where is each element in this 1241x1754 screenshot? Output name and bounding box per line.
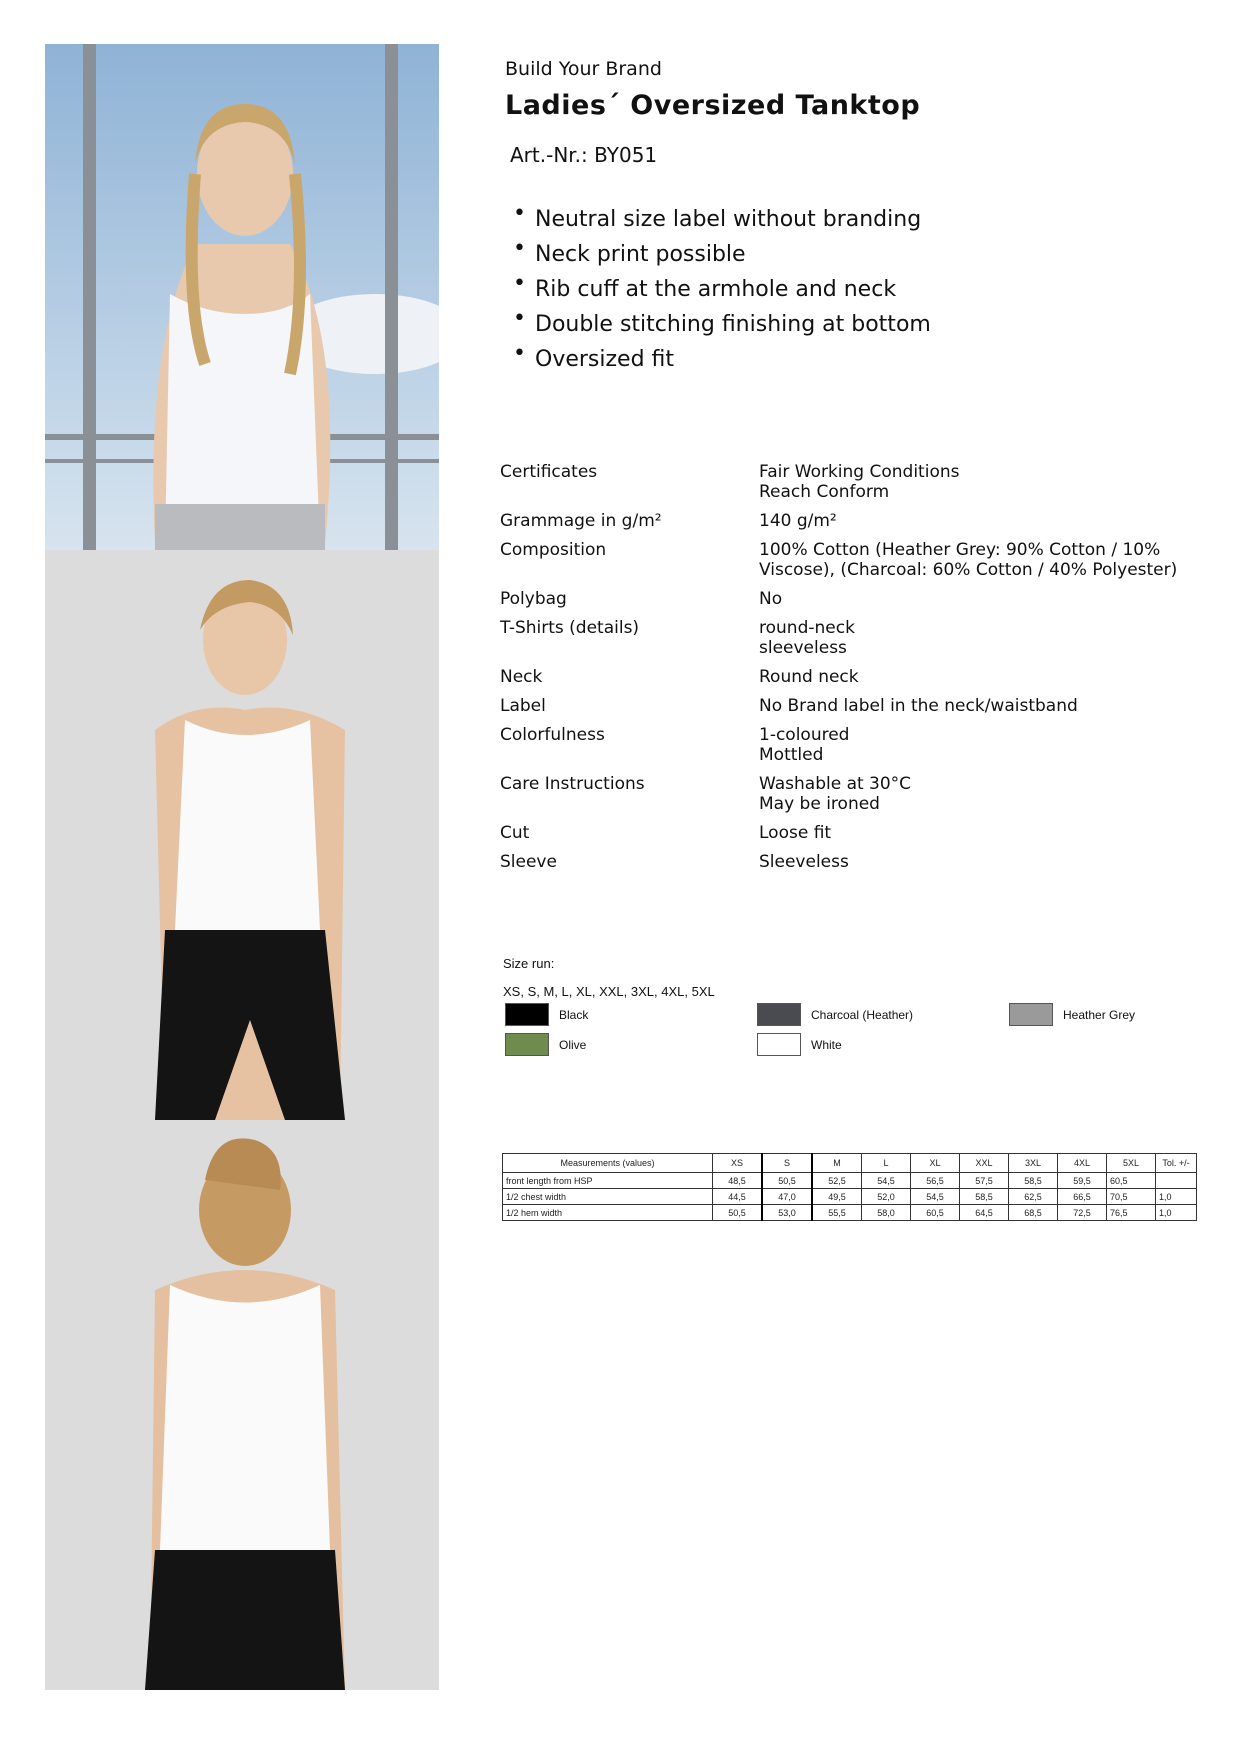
feature-item: • Oversized fit [510,345,931,380]
spec-value-line: Round neck [759,667,859,687]
spec-value-line: Viscose), (Charcoal: 60% Cotton / 40% Polyester) [759,560,1178,580]
spec-label: Care Instructions [500,774,645,794]
measurements-header-row [503,1154,1197,1173]
size-run-sizes: XS, S, M, L, XL, XXL, 3XL, 4XL, 5XL [503,984,715,999]
color-swatch-box [757,1003,801,1026]
measurement-value: 52,0 [862,1189,911,1205]
measurement-value: 55,5 [812,1205,862,1221]
spec-value-line: Washable at 30°C [759,774,912,794]
measurement-tolerance: 1,0 [1156,1205,1197,1221]
spec-row-tshirt-details [500,618,1220,658]
measurement-value: 58,5 [960,1189,1009,1205]
size-run-label: Size run: [503,956,555,971]
color-swatch-charcoal [757,1003,913,1026]
measurement-value: 72,5 [1058,1205,1107,1221]
measurement-value: 48,5 [713,1173,763,1189]
spec-value [759,618,1220,658]
product-photo-back-studio [45,1120,439,1690]
measurement-value: 44,5 [713,1189,763,1205]
color-swatch-box [757,1033,801,1056]
spec-value-line: 140 g/m² [759,511,837,531]
product-title: Ladies´ Oversized Tanktop [505,90,921,121]
measurement-label: 1/2 hem width [503,1205,713,1221]
spec-value-line: No Brand label in the neck/waistband [759,696,1078,716]
measurement-tolerance: 1,0 [1156,1189,1197,1205]
measurement-value: 56,5 [911,1173,960,1189]
size-header: 4XL [1058,1154,1107,1173]
size-header: 5XL [1107,1154,1156,1173]
brand-name: Build Your Brand [505,58,662,80]
measurement-value: 59,5 [1058,1173,1107,1189]
size-header: XXL [960,1154,1009,1173]
spec-value [759,725,1220,765]
measurement-tolerance [1156,1173,1197,1189]
spec-row-care [500,774,1220,814]
measurement-value: 66,5 [1058,1189,1107,1205]
product-photo-front-studio [45,550,439,1120]
table-row [503,1189,1197,1205]
spec-label: Polybag [500,589,567,609]
spec-value [759,462,1220,502]
feature-list [510,205,931,380]
spec-label: Certificates [500,462,598,482]
size-header: S [762,1154,812,1173]
color-swatch-black [505,1003,588,1026]
spec-value-line: No [759,589,783,609]
spec-value-line: Fair Working Conditions [759,462,960,482]
measurement-value: 76,5 [1107,1205,1156,1221]
size-header: L [862,1154,911,1173]
spec-value-line: round-neck [759,618,855,638]
spec-row-label [500,696,1220,716]
spec-value [759,823,1220,843]
color-swatch-box [505,1003,549,1026]
spec-label: Composition [500,540,607,560]
spec-value-line: 1-coloured [759,725,850,745]
feature-item: • Neutral size label without branding [510,205,931,240]
color-name: White [811,1037,842,1052]
measurement-value: 58,5 [1009,1173,1058,1189]
spec-row-grammage [500,511,1220,531]
measurement-value: 60,5 [911,1205,960,1221]
tolerance-header: Tol. +/- [1156,1154,1197,1173]
spec-value [759,696,1220,716]
feature-item: • Neck print possible [510,240,931,275]
spec-label: Label [500,696,546,716]
color-name: Heather Grey [1063,1007,1136,1022]
spec-value-line: 100% Cotton (Heather Grey: 90% Cotton / 10% [759,540,1161,560]
spec-label: Colorfulness [500,725,605,745]
spec-value-line: sleeveless [759,638,847,658]
measurement-value: 60,5 [1107,1173,1156,1189]
measurement-value: 57,5 [960,1173,1009,1189]
table-row [503,1205,1197,1221]
spec-value-line: Loose fit [759,823,832,843]
spec-row-certificates [500,462,1220,502]
size-header: XL [911,1154,960,1173]
size-header: M [812,1154,862,1173]
spec-row-colorfulness [500,725,1220,765]
spec-value [759,589,1220,609]
spec-row-neck [500,667,1220,687]
measurement-value: 54,5 [911,1189,960,1205]
measurement-value: 50,5 [762,1173,812,1189]
spec-label: Cut [500,823,530,843]
measurement-value: 52,5 [812,1173,862,1189]
spec-row-composition [500,540,1220,580]
size-header: 3XL [1009,1154,1058,1173]
measurement-value: 58,0 [862,1205,911,1221]
measurement-value: 68,5 [1009,1205,1058,1221]
measurement-label: 1/2 chest width [503,1189,713,1205]
spec-value-line: Mottled [759,745,824,765]
spec-value-line: May be ironed [759,794,880,814]
measurement-value: 62,5 [1009,1189,1058,1205]
spec-value [759,852,1220,872]
color-swatch-box [1009,1003,1053,1026]
table-row [503,1173,1197,1189]
spec-value-line: Reach Conform [759,482,890,502]
measurement-value: 64,5 [960,1205,1009,1221]
spec-value [759,774,1220,814]
spec-value [759,540,1220,580]
spec-label: Neck [500,667,543,687]
spec-row-cut [500,823,1220,843]
spec-label: Sleeve [500,852,557,872]
feature-item: • Rib cuff at the armhole and neck [510,275,931,310]
spec-value [759,511,1220,531]
spec-label: T-Shirts (details) [500,618,640,638]
spec-row-sleeve [500,852,1220,872]
color-swatch-box [505,1033,549,1056]
article-number: Art.-Nr.: BY051 [510,143,658,167]
measurement-value: 50,5 [713,1205,763,1221]
measurement-value: 47,0 [762,1189,812,1205]
measurement-label: front length from HSP [503,1173,713,1189]
spec-table [500,462,1220,881]
color-name: Charcoal (Heather) [811,1007,914,1022]
feature-item: • Double stitching finishing at bottom [510,310,931,345]
color-swatch-heather-grey [1009,1003,1135,1026]
measurement-value: 54,5 [862,1173,911,1189]
color-name: Black [559,1007,589,1022]
measurements-header: Measurements (values) [503,1154,713,1173]
size-header: XS [713,1154,763,1173]
measurement-value: 49,5 [812,1189,862,1205]
color-swatch-white [757,1033,842,1056]
measurement-value: 53,0 [762,1205,812,1221]
spec-value [759,667,1220,687]
spec-row-polybag [500,589,1220,609]
measurements-table [502,1153,1197,1221]
product-photo-front-outdoor [45,44,439,550]
spec-label: Grammage in g/m² [500,511,662,531]
spec-value-line: Sleeveless [759,852,849,872]
color-name: Olive [559,1037,587,1052]
measurement-value: 70,5 [1107,1189,1156,1205]
color-swatch-olive [505,1033,586,1056]
